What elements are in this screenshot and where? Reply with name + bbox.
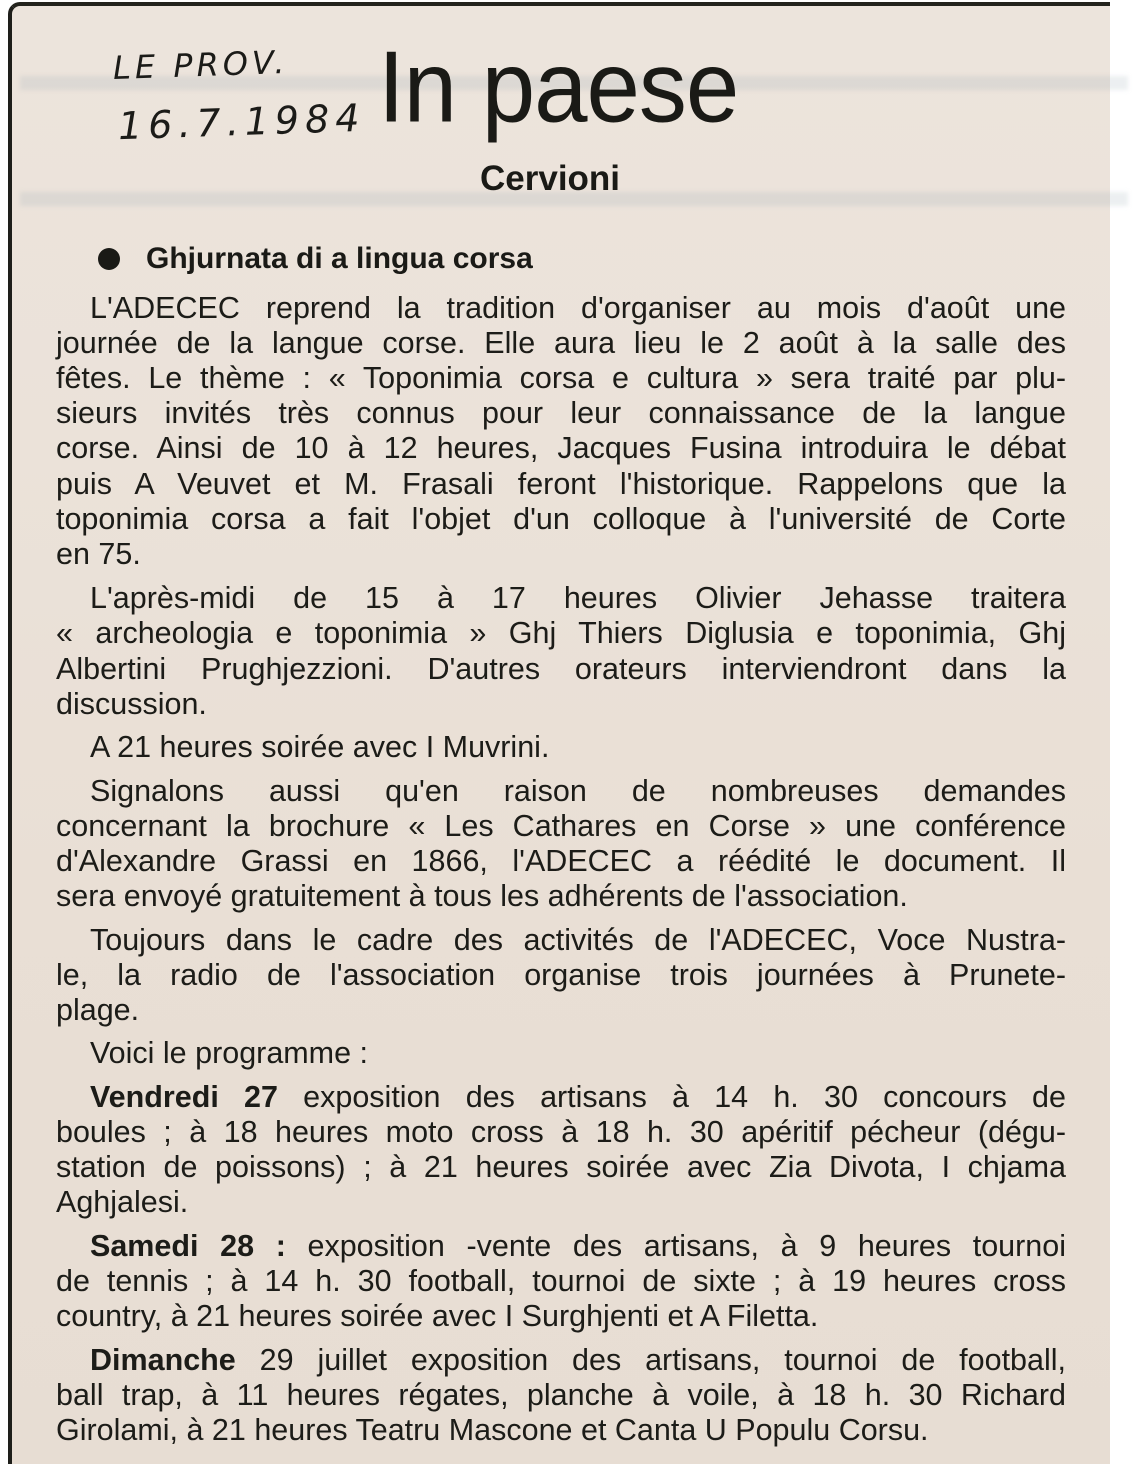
body-line: Voici le programme :	[90, 1036, 368, 1070]
body-line: Albertini Prughjezzioni. D'autres orateurs interviendront dans la	[56, 652, 1066, 686]
programme-day-label: Samedi 28 :	[90, 1229, 286, 1263]
bullet-icon	[98, 248, 120, 270]
body-line: station de poissons) ; à 21 heures soirée avec Zia Divota, I chjama	[56, 1150, 1066, 1184]
locality-heading: Cervioni	[480, 159, 621, 198]
body-line: « archeologia e toponimia » Ghj Thiers Diglusia e toponimia, Ghj	[56, 616, 1066, 650]
body-line: sera envoyé gratuitement à tous les adhérents de l'association.	[56, 879, 908, 913]
body-line: country, à 21 heures soirée avec I Surghjenti et A Filetta.	[56, 1299, 819, 1333]
body-line: plage.	[56, 993, 140, 1027]
body-line: corse. Ainsi de 10 à 12 heures, Jacques Fusina introduira le débat	[56, 431, 1066, 465]
body-line: concernant la brochure « Les Cathares en Corse » une conférence	[56, 809, 1066, 843]
body-line: A 21 heures soirée avec I Muvrini.	[90, 730, 550, 764]
body-line: Toujours dans le cadre des activités de l'ADECEC, Voce Nustra-	[90, 923, 1066, 957]
programme-day-sunday	[90, 1345, 1066, 1376]
body-line: le, la radio de l'association organise trois journées à Prunete-	[56, 958, 1066, 992]
programme-text: exposition des artisans à 14 h. 30 concours de	[277, 1080, 1066, 1114]
body-line: toponimia corsa a fait l'objet d'un colloque à l'université de Corte	[56, 502, 1066, 536]
body-line: fêtes. Le thème : « Toponimia corsa e cultura » sera traité par plu-	[56, 361, 1066, 395]
body-line: sieurs invités très connus pour leur connaissance de la langue	[56, 396, 1066, 430]
body-line: L'après-midi de 15 à 17 heures Olivier Jehasse traitera	[90, 581, 1066, 615]
body-line: Girolami, à 21 heures Teatru Mascone et Canta U Populu Corsu.	[56, 1413, 929, 1447]
programme-text: exposition -vente des artisans, à 9 heures tournoi	[285, 1229, 1066, 1263]
body-line: en 75.	[56, 537, 141, 571]
body-line: puis A Veuvet et M. Frasali feront l'historique. Rappelons que la	[56, 467, 1066, 501]
page-title: In paese	[378, 31, 739, 144]
article-title	[98, 244, 533, 274]
body-line: de tennis ; à 14 h. 30 football, tournoi de sixte ; à 19 heures cross	[56, 1264, 1066, 1298]
body-line: Aghjalesi.	[56, 1185, 189, 1219]
body-line: L'ADECEC reprend la tradition d'organiser au mois d'août une	[90, 291, 1066, 325]
body-line: Signalons aussi qu'en raison de nombreuses demandes	[90, 774, 1066, 808]
programme-day-label: Dimanche	[90, 1343, 236, 1377]
handwritten-source: LE PROV.	[112, 42, 289, 88]
handwritten-date: 16.7.1984	[117, 95, 367, 149]
body-line: discussion.	[56, 687, 207, 721]
programme-day-saturday	[90, 1231, 1066, 1262]
body-line: ball trap, à 11 heures régates, planche à voile, à 18 h. 30 Richard	[56, 1378, 1066, 1412]
programme-day-label: Vendredi 27	[90, 1080, 278, 1114]
programme-text: 29 juillet exposition des artisans, tournoi de football,	[235, 1343, 1066, 1377]
article-title-text: Ghjurnata di a lingua corsa	[146, 242, 533, 275]
body-line: journée de la langue corse. Elle aura lieu le 2 août à la salle des	[56, 326, 1066, 360]
body-line: d'Alexandre Grassi en 1866, l'ADECEC a réédité le document. Il	[56, 844, 1066, 878]
programme-day-friday	[90, 1082, 1066, 1113]
body-line: boules ; à 18 heures moto cross à 18 h. 30 apéritif pécheur (dégu-	[56, 1115, 1066, 1149]
